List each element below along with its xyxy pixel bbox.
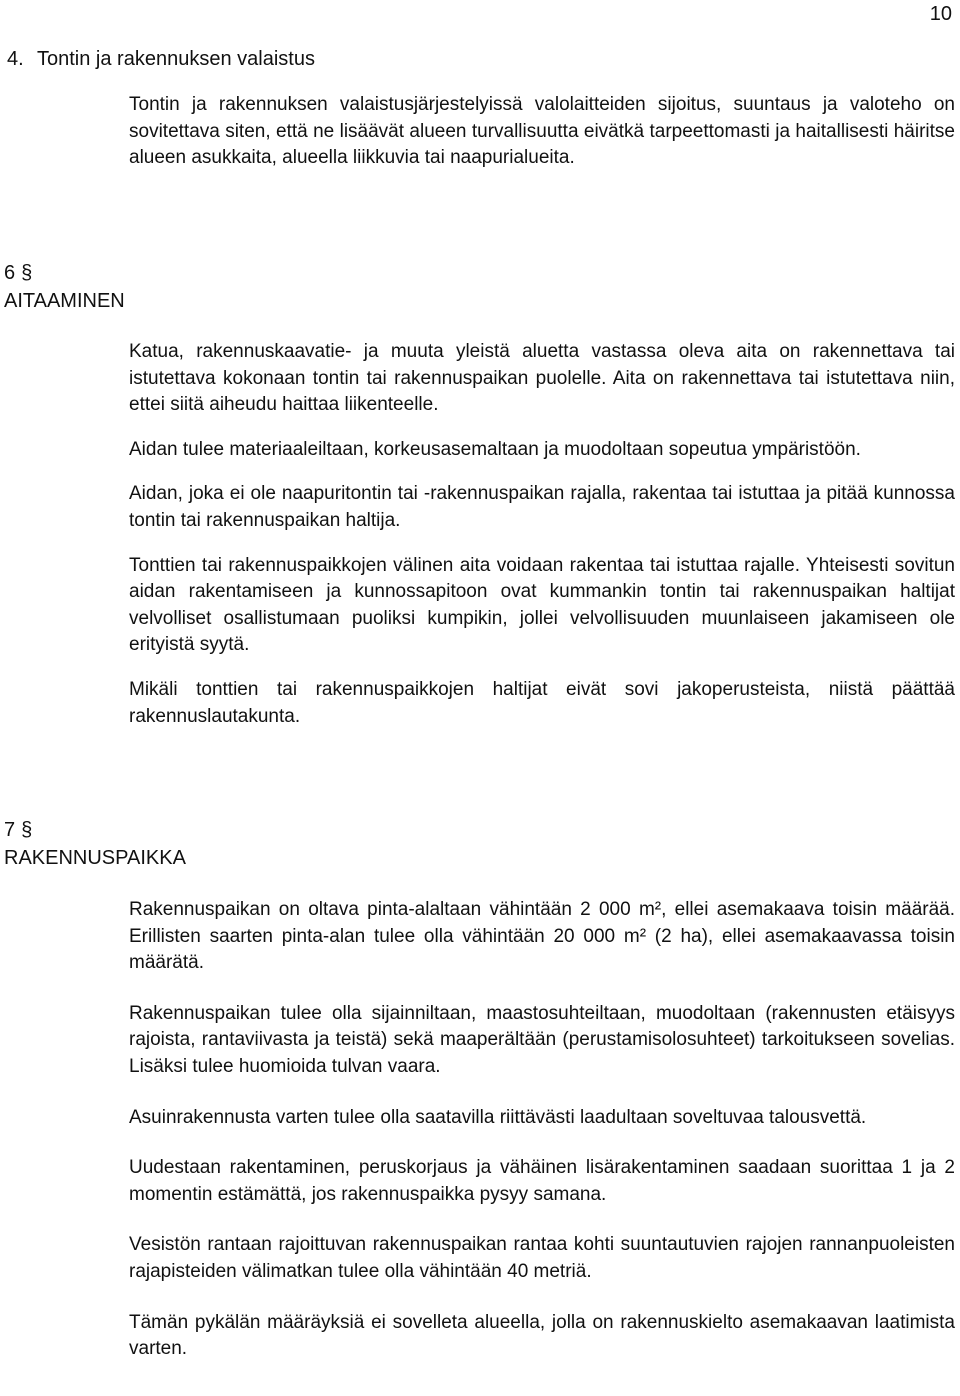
section-6-paragraph-2: Aidan tulee materiaaleiltaan, korkeusasemaltaan ja muodoltaan sopeutua ympäristöön. [129, 438, 861, 460]
section-4-paragraph-1: Tontin ja rakennuksen valaistusjärjestelyissä valolaitteiden sijoitus, suuntaus ja valoteho on sovitettava siten, että ne lisäävät alueen turvallisuutta eivätkä tarpeettomasti ja haitallisesti häiritse alueen asukkaita, alueella liikkuvia tai naapurialueita. [129, 94, 955, 169]
section-7-paragraph-1: Rakennuspaikan on oltava pinta-alaltaan vähintään 2 000 m², ellei asemakaava toisin määrää. Erillisten saarten pinta-alan tulee olla vähintään 20 000 m² (2 ha), ellei asemakaavassa toisin määrätä. [129, 899, 955, 974]
section-6-paragraph-1: Katua, rakennuskaavatie- ja muuta yleistä aluetta vastassa oleva aita on rakennettava tai istutettava kokonaan tontin tai rakennuspaikan puolelle. Aita on rakennettava tai istutettava niin, ettei siitä aiheudu haittaa liikenteelle. [129, 341, 955, 416]
section-7-paragraph-2: Rakennuspaikan tulee olla sijainniltaan, maastosuhteiltaan, muodoltaan (rakennusten etäisyys rajoista, rantaviivasta ja teistä) sekä maaperältään (perustamisolosuhteet) tarkoitukseen sovelias. Lisäksi tulee huomioida tulvan vaara. [129, 1002, 955, 1077]
section-7-paragraph-6: Tämän pykälän määräyksiä ei sovelleta alueella, jolla on rakennuskielto asemakaavan laatimista varten. [129, 1311, 955, 1360]
section-7-number: 7 [4, 819, 16, 841]
section-7-paragraph-5: Vesistön rantaan rajoittuvan rakennuspaikan rantaa kohti suuntautuvien rajojen rannanpuoleisten rajapisteiden välimatkan tulee olla vähintään 40 metriä. [129, 1234, 955, 1282]
page-number: 10 [929, 3, 952, 25]
section-6-number: 6 [4, 262, 16, 284]
section-4-number: 4. [7, 48, 24, 70]
section-6-paragraph-4: Tonttien tai rakennuspaikkojen välinen aita voidaan rakentaa tai istuttaa rajalle. Yhteisesti sovitun aidan rakentamiseen ja kunnossapitoon ovat kummankin tontin tai rakennuspaikan haltijat velvolliset osallistumaan puoliksi kumpikin, jollei velvollisuuden muunlaiseen jakamiseen ole erityistä syytä. [129, 554, 955, 656]
section-7-title: RAKENNUSPAIKKA [4, 847, 186, 869]
section-6-paragraph-3: Aidan, joka ei ole naapuritontin tai -rakennuspaikan rajalla, rakentaa tai istuttaa ja pitää kunnossa tontin tai rakennuspaikan haltija. [129, 483, 955, 531]
section-4-title: Tontin ja rakennuksen valaistus [37, 48, 315, 70]
section-6-title: AITAAMINEN [4, 290, 125, 312]
section-sign-icon: § [21, 819, 33, 841]
section-7-body [129, 897, 955, 1363]
section-7-paragraph-3: Asuinrakennusta varten tulee olla saatavilla riittävästi laadultaan soveltuvaa talousvettä. [129, 1106, 867, 1128]
section-7-paragraph-4: Uudestaan rakentaminen, peruskorjaus ja vähäinen lisärakentaminen saadaan suorittaa 1 ja 2 momentin estämättä, jos rakennuspaikka pysyy samana. [129, 1157, 955, 1205]
section-4-body [129, 92, 955, 172]
section-4-heading [7, 48, 315, 71]
section-7-heading [4, 816, 186, 872]
section-6-heading [4, 259, 125, 315]
section-6-body [129, 339, 955, 730]
section-6-paragraph-5: Mikäli tonttien tai rakennuspaikkojen haltijat eivät sovi jakoperusteista, niistä päättää rakennuslautakunta. [129, 678, 955, 727]
section-sign-icon: § [21, 262, 33, 284]
